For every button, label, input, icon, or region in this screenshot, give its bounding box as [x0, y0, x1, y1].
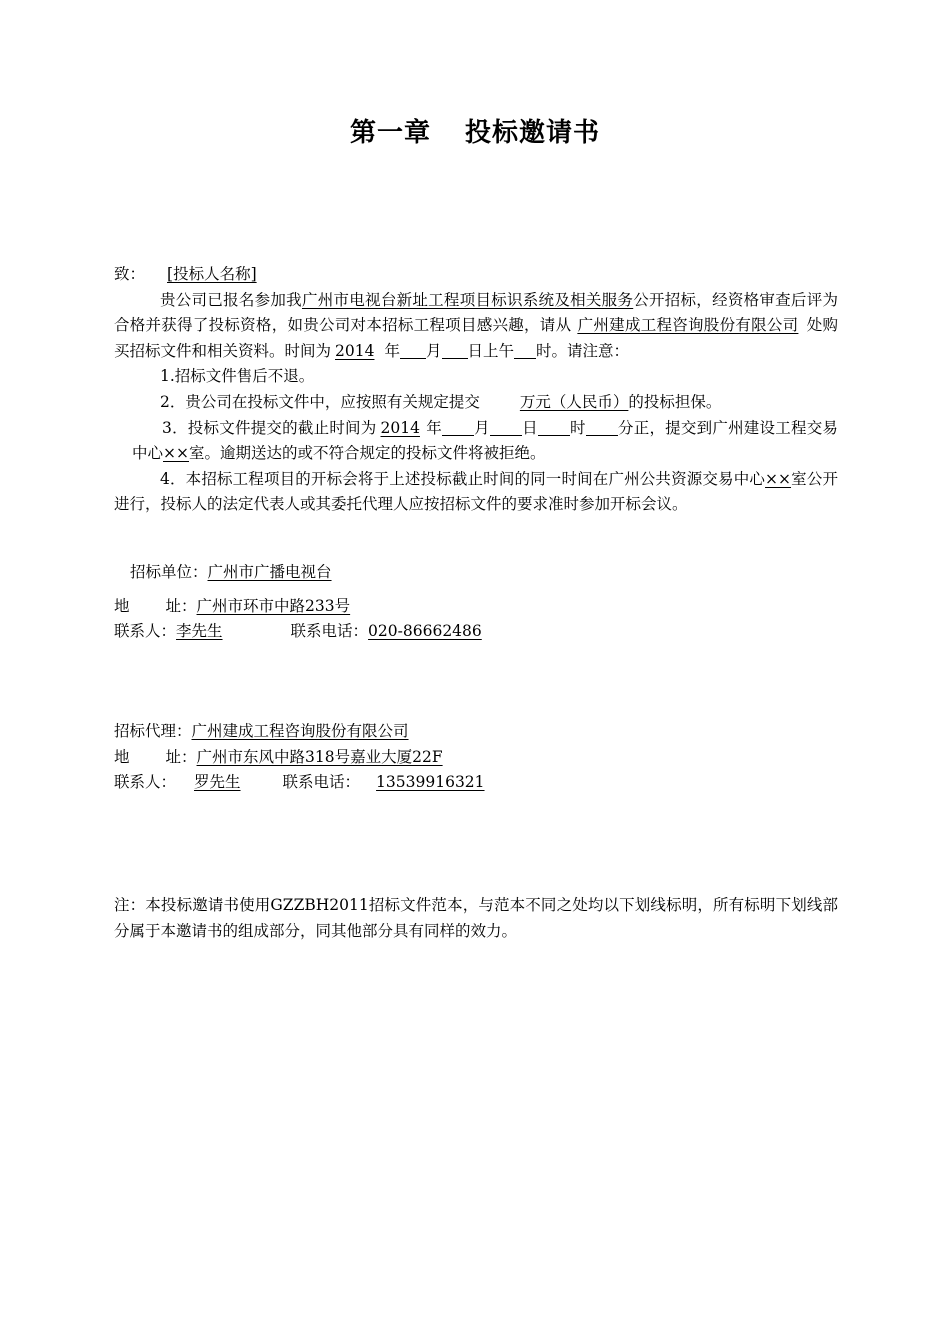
deadline-minute-blank	[586, 417, 618, 436]
agent-info	[114, 719, 838, 796]
agent-address: 广州市东风中路318号嘉业大厦22F	[196, 747, 443, 766]
note-section	[114, 893, 838, 944]
purchase-day-blank	[442, 340, 468, 359]
tenderer-contact-line: 联系人：李先生 联系电话：020-86662486	[114, 622, 482, 641]
project-name: 广州市电视台新址工程项目标识系统及相关服务	[301, 290, 634, 309]
purchase-year: 2014	[335, 341, 375, 360]
addressee-line: 致： [投标人名称]	[114, 262, 838, 288]
chapter-number: 第一章	[349, 118, 431, 148]
submission-room: ××	[163, 444, 189, 463]
tenderer-address: 广州市环市中路233号	[196, 596, 351, 615]
template-note: 注：本投标邀请书使用GZZBH2011招标文件范本，与范本不同之处均以下划线标明，所有标明下划线部分属于本邀请书的组成部分，同其他部分具有同样的效力。	[114, 896, 838, 940]
purchase-hour-blank	[514, 340, 536, 359]
opening-room: ××	[765, 469, 792, 488]
intro-paragraph: 贵公司已报名参加我广州市电视台新址工程项目标识系统及相关服务公开招标，经资格审查后评为合格并获得了投标资格，如贵公司对本招标工程项目感兴趣，请从 广州建成工程咨询股份有限公司 处购买招标文件和相关资料。时间为 2014 年 月 日上午 时。请注意：	[114, 290, 838, 360]
agent-contact-line: 联系人： 罗先生 联系电话： 13539916321	[114, 770, 838, 796]
tenderer-contact: 李先生	[176, 622, 223, 641]
deadline-year: 2014	[380, 418, 420, 437]
item-2: 2．贵公司在投标文件中，应按照有关规定提交 万元（人民币）的投标担保。	[160, 392, 722, 411]
item-4: 4．本招标工程项目的开标会将于上述投标截止时间的同一时间在广州公共资源交易中心××室公开进行，投标人的法定代表人或其委托代理人应按招标文件的要求准时参加开标会议。	[114, 469, 838, 514]
bidder-name-field: [投标人名称]	[167, 265, 257, 283]
purchase-month-blank	[400, 340, 426, 359]
agent-address-line: 地 址：广州市东风中路318号嘉业大厦22F	[114, 747, 443, 766]
guarantee-amount: 万元（人民币）	[519, 392, 629, 411]
deadline-month-blank	[442, 417, 474, 436]
tenderer-phone: 020-86662486	[368, 622, 482, 641]
page-title	[0, 112, 950, 149]
agent-phone: 13539916321	[376, 773, 485, 792]
tenderer-info	[114, 560, 838, 645]
invitation-body	[114, 262, 838, 518]
deadline-hour-blank	[538, 417, 570, 436]
deadline-day-blank	[490, 417, 522, 436]
agent-contact: 罗先生	[194, 773, 241, 792]
agent-company: 广州建成工程咨询股份有限公司	[577, 316, 799, 335]
item-1: 1.招标文件售后不退。	[160, 367, 315, 386]
tenderer-address-line: 地 址：广州市环市中路233号	[114, 594, 838, 620]
tenderer-unit-line: 招标单位：广州市广播电视台	[130, 563, 332, 581]
chapter-title: 投标邀请书	[465, 118, 601, 148]
tenderer-unit: 广州市广播电视台	[207, 563, 332, 581]
agent-name: 广州建成工程咨询股份有限公司	[191, 722, 409, 740]
agent-name-line: 招标代理：广州建成工程咨询股份有限公司	[114, 722, 409, 740]
item-3: 3．投标文件提交的截止时间为 2014 年 月 日 时 分正，提交到广州建设工程交易中心××室。逾期送达的或不符合规定的投标文件将被拒绝。	[132, 418, 838, 463]
